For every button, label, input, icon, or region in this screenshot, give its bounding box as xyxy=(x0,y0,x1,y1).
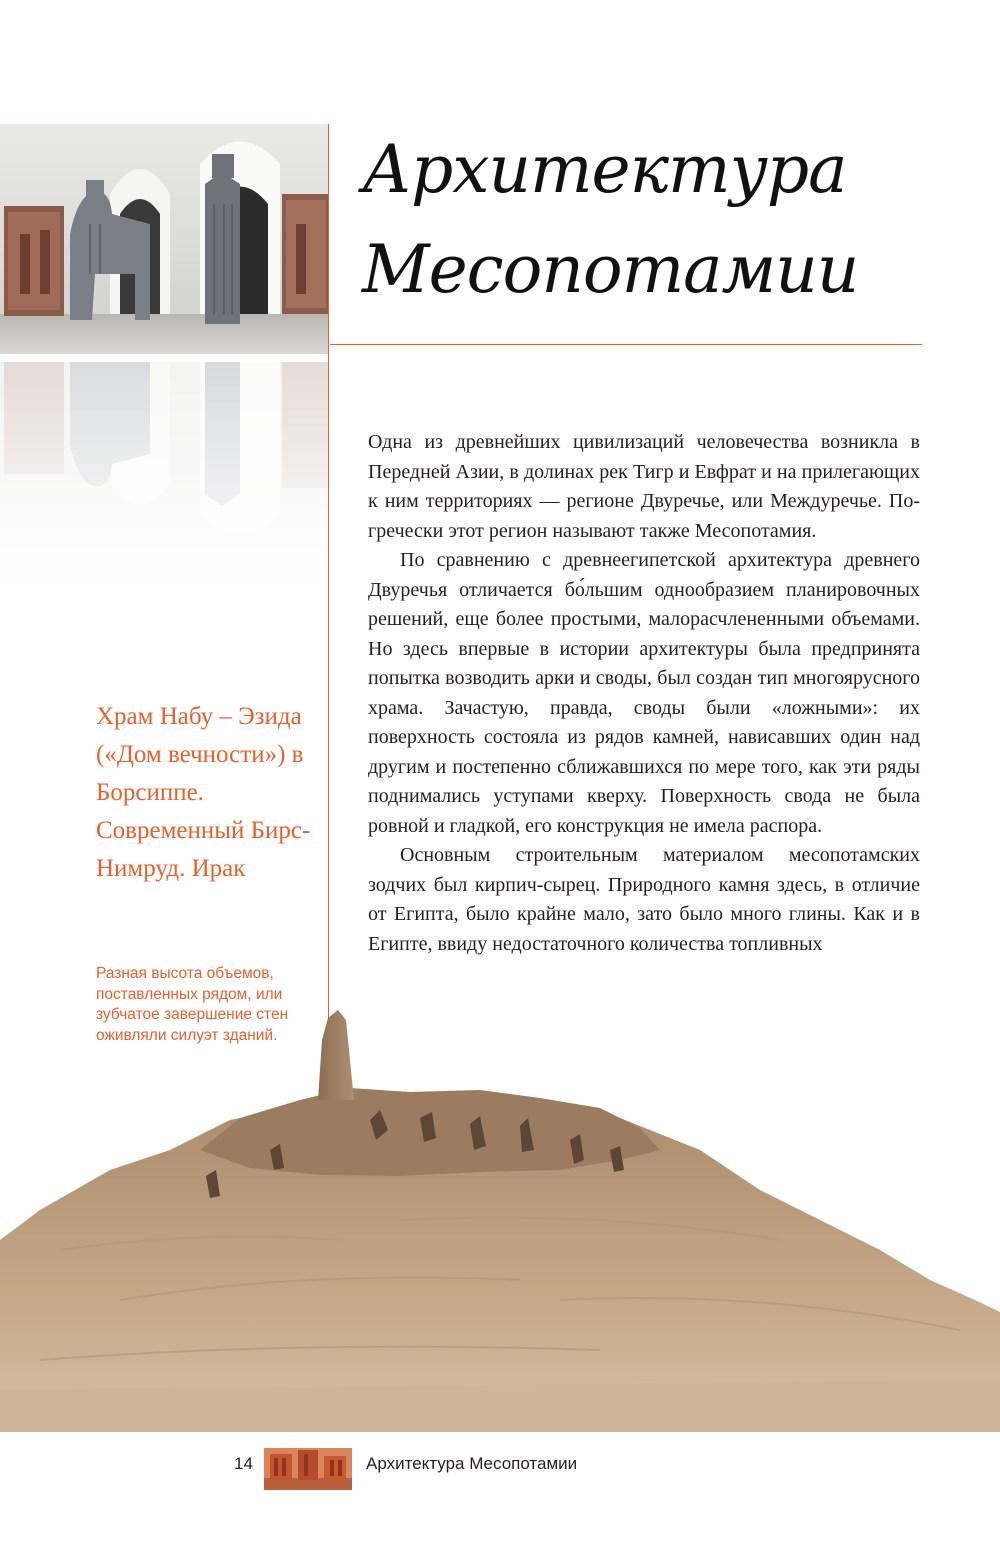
vertical-rule xyxy=(328,124,329,1044)
footer-thumbnail-image xyxy=(264,1448,352,1490)
main-text xyxy=(368,428,920,959)
paragraph-2: По сравнению с древнеегипетской архитектура древнего Двуречья отличается бо́льшим однообразием планировочных решений, еще более простыми, малорасчлененными объемами. Но здесь впервые в истории архитектуры была предпринята попытка возводить арки и своды, был создан тип многоярусного храма. Зачастую, правда, своды были «ложными»: их поверхность состояла из рядов камней, нависавших один над другим и постепенно сближавшихся по мере того, как эти ряды поднимались уступами кверху. Поверхность свода не была ровной и гладкой, его конструкция не имела распора. xyxy=(368,549,920,837)
title-line-1: Архитектура xyxy=(362,131,847,208)
caption-text: Разная высота объемов, поставленных рядом, или зубчатое завершение стен оживляли силуэт зданий. xyxy=(96,965,289,1044)
caption-title: Храм Набу – Эзида («Дом вечности») в Борсиппе. Современный Бирс-Нимруд. Ирак xyxy=(96,703,311,882)
ziggurat-ruin-photo xyxy=(0,1000,1000,1432)
horizontal-rule xyxy=(330,344,922,345)
page-title xyxy=(362,120,962,320)
page-number: 14 xyxy=(234,1454,253,1473)
running-title: Архитектура Месопотамии xyxy=(366,1454,578,1473)
title-line-2: Месопотамии xyxy=(362,231,859,308)
paragraph-3: Основным строительным материалом месопотамских зодчих был кирпич-сырец. Природного камня здесь, в отличие от Египта, было крайне мало, зато было много глины. Как и в Египте, ввиду недостаточного количества топливных xyxy=(368,844,920,955)
paragraph-1: Одна из древнейших цивилизаций человечества возникла в Передней Азии, в долинах рек Тигр и Евфрат и на прилегающих к ним территориях — регионе Двуречье, или Междуречье. По-гречески этот регион называют также Месопотамия. xyxy=(368,431,920,542)
lamassu-gallery-photo xyxy=(0,124,328,354)
lamassu-gallery-reflection xyxy=(0,362,328,584)
